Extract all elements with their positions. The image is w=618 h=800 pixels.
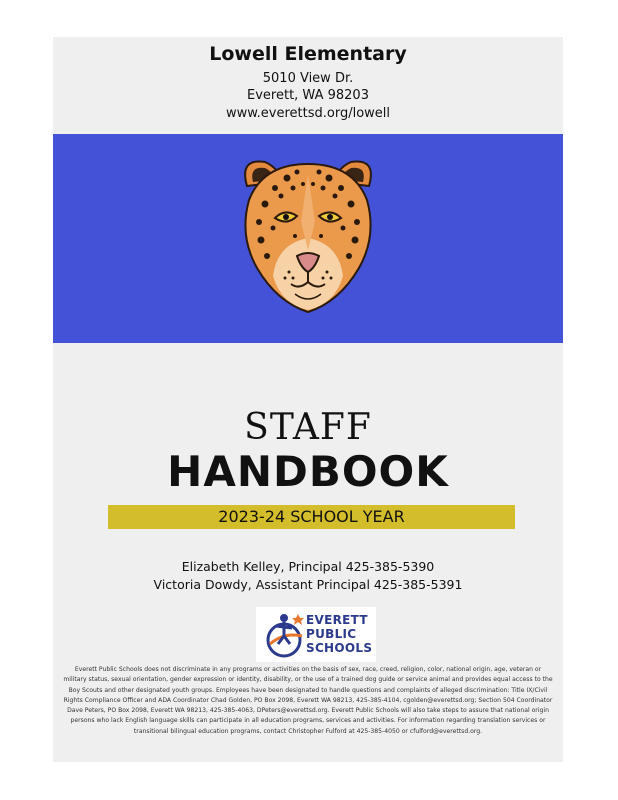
- globe-figure-icon: [262, 610, 306, 660]
- everett-public-schools-logo: [256, 607, 376, 662]
- logo-text-public: PUBLIC: [306, 627, 357, 641]
- title-staff: STAFF: [244, 407, 372, 448]
- school-website: www.everettsd.org/lowell: [225, 106, 391, 121]
- logo-text-everett: EVERETT: [306, 613, 368, 627]
- school-year-banner: 2023-24 SCHOOL YEAR: [108, 505, 515, 529]
- school-city: Everett, WA 98203: [247, 88, 369, 103]
- handbook-cover: [53, 37, 563, 762]
- title-handbook: HANDBOOK: [167, 447, 449, 496]
- school-street: 5010 View Dr.: [262, 71, 354, 86]
- logo-text-schools: SCHOOLS: [306, 641, 373, 655]
- jaguar-head-icon: [235, 152, 381, 318]
- nondiscrimination-statement: Everett Public Schools does not discriminate in any programs or activities on the basis of sex, race, creed, religion, color, national origin, age, veteran or military status, sexual orientation, gender expression or identity, disability, or the use of a trained dog guide or service animal and provides equal access to the Boy Scouts and other designated youth groups. Employees have been designated to handle questions and complaints of alleged discrimination: Title IX/Civil Rights Compliance Officer and ADA Coordinator Chad Golden, PO Box 2098, Everett WA 98213, 425-385-4104, cgolden@everettsd.org; Section 504 Coordinator Dave Peters, PO Box 2098, Everett WA 98213, 425-385-4063, DPeters@everettsd.org. Everett Public Schools will also take steps to assure that national origin persons who lack English language skills can participate in all education programs, services and activities. For information regarding translation services or transitional bilingual education programs, contact Christopher Fulford at 425-385-4050 or cfulford@everettsd.org.: [63, 666, 553, 735]
- school-name: Lowell Elementary: [209, 43, 407, 65]
- mascot-band: [53, 134, 563, 343]
- principal-contact: Elizabeth Kelley, Principal 425-385-5390: [181, 559, 435, 574]
- assistant-principal-contact: Victoria Dowdy, Assistant Principal 425-385-5391: [153, 577, 463, 592]
